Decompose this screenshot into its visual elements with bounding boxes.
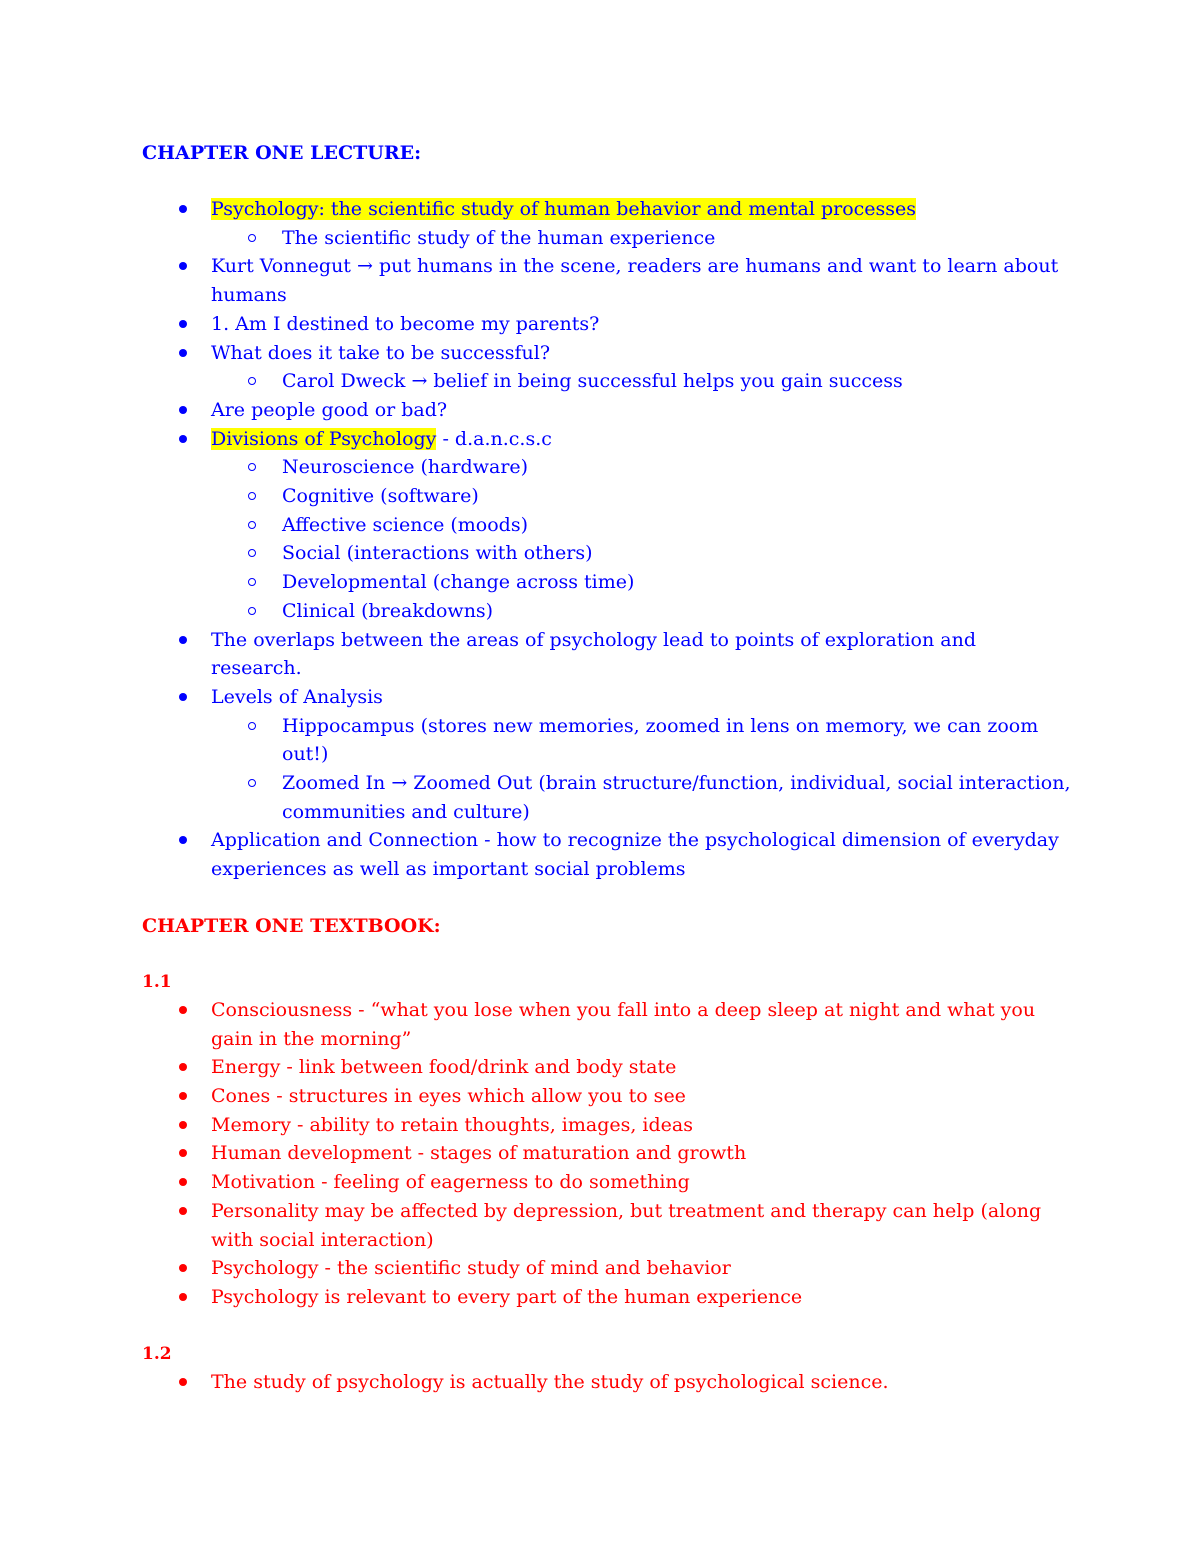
bullet-icon xyxy=(179,205,187,213)
sub-list-item xyxy=(211,539,1072,568)
sub-item-text: Affective science (moods) xyxy=(282,513,529,536)
circle-bullet-icon xyxy=(248,492,256,500)
document-content xyxy=(142,139,1072,1396)
item-text: The overlaps between the areas of psychology lead to points of exploration and research. xyxy=(211,628,976,680)
sub-list-item xyxy=(211,769,1072,826)
section-1-1-list xyxy=(142,996,1072,1312)
item-text: Psychology - the scientific study of mind and behavior xyxy=(211,1257,731,1280)
item-text: Human development - stages of maturation and growth xyxy=(211,1142,747,1165)
bullet-icon xyxy=(179,1178,187,1186)
item-text: 1. Am I destined to become my parents? xyxy=(211,312,600,335)
bullet-icon xyxy=(179,1293,187,1301)
sub-list-item xyxy=(211,367,1072,396)
bullet-icon xyxy=(179,435,187,443)
sub-item-text: Carol Dweck → belief in being successful helps you gain success xyxy=(282,370,903,393)
circle-bullet-icon xyxy=(248,463,256,471)
bullet-icon xyxy=(179,1063,187,1071)
lecture-list xyxy=(142,195,1072,884)
bullet-icon xyxy=(179,1121,187,1129)
bullet-icon xyxy=(179,1207,187,1215)
circle-bullet-icon xyxy=(248,722,256,730)
sub-item-text: Social (interactions with others) xyxy=(282,542,593,565)
item-text: - d.a.n.c.s.c xyxy=(436,427,552,450)
highlighted-text: Divisions of Psychology xyxy=(211,427,437,450)
bullet-icon xyxy=(179,636,187,644)
textbook-heading: CHAPTER ONE TEXTBOOK: xyxy=(142,914,441,937)
item-text: Motivation - feeling of eagerness to do something xyxy=(211,1171,690,1194)
bullet-icon xyxy=(179,693,187,701)
sub-list-item xyxy=(211,224,1072,253)
list-item xyxy=(142,252,1072,309)
sub-list-item xyxy=(211,568,1072,597)
sub-item-text: Cognitive (software) xyxy=(282,485,479,508)
item-text: Psychology is relevant to every part of the human experience xyxy=(211,1285,803,1308)
sub-list-item xyxy=(211,453,1072,482)
bullet-icon xyxy=(179,1092,187,1100)
item-text: Energy - link between food/drink and body state xyxy=(211,1056,677,1079)
bullet-icon xyxy=(179,262,187,270)
sub-list xyxy=(211,712,1072,827)
section-1-2-list xyxy=(142,1368,1072,1397)
item-text: What does it take to be successful? xyxy=(211,341,551,364)
sub-list-item xyxy=(211,511,1072,540)
list-item xyxy=(142,1254,1072,1283)
bullet-icon xyxy=(179,1264,187,1272)
highlighted-text: Psychology: the scientific study of human behavior and mental processes xyxy=(211,198,917,220)
list-item xyxy=(142,1111,1072,1140)
bullet-icon xyxy=(179,1378,187,1386)
circle-bullet-icon xyxy=(248,549,256,557)
sub-list-item xyxy=(211,482,1072,511)
circle-bullet-icon xyxy=(248,377,256,385)
item-text: Levels of Analysis xyxy=(211,685,383,708)
list-item xyxy=(142,1368,1072,1397)
sub-item-text: Clinical (breakdowns) xyxy=(282,599,494,622)
list-item xyxy=(142,996,1072,1053)
sub-list-item xyxy=(211,597,1072,626)
list-item xyxy=(142,1053,1072,1082)
bullet-icon xyxy=(179,1149,187,1157)
sub-item-text: Zoomed In → Zoomed Out (brain structure/function, individual, social interaction, communities and culture) xyxy=(282,772,1071,823)
item-text: Cones - structures in eyes which allow you to see xyxy=(211,1084,686,1107)
list-item xyxy=(142,1283,1072,1312)
bullet-icon xyxy=(179,349,187,357)
list-item xyxy=(142,1139,1072,1168)
bullet-icon xyxy=(179,406,187,414)
circle-bullet-icon xyxy=(248,779,256,787)
item-text: Kurt Vonnegut → put humans in the scene, readers are humans and want to learn about humans xyxy=(211,255,1059,307)
sub-list-item xyxy=(211,712,1072,769)
list-item xyxy=(142,826,1072,883)
item-text: Memory - ability to retain thoughts, images, ideas xyxy=(211,1113,693,1136)
circle-bullet-icon xyxy=(248,234,256,242)
list-item xyxy=(142,1168,1072,1197)
sub-item-text: Developmental (change across time) xyxy=(282,571,635,594)
item-text: Are people good or bad? xyxy=(211,398,448,421)
list-item xyxy=(142,683,1072,827)
bullet-icon xyxy=(179,320,187,328)
sub-list xyxy=(211,224,1072,253)
list-item xyxy=(142,396,1072,425)
circle-bullet-icon xyxy=(248,607,256,615)
circle-bullet-icon xyxy=(248,521,256,529)
item-text: Personality may be affected by depression, but treatment and therapy can help (along with social interaction) xyxy=(211,1199,1042,1251)
sub-list xyxy=(211,453,1072,625)
sub-item-text: Hippocampus (stores new memories, zoomed in lens on memory, we can zoom out!) xyxy=(282,714,1039,766)
list-item xyxy=(142,310,1072,339)
list-item xyxy=(142,626,1072,683)
list-item xyxy=(142,195,1072,252)
list-item xyxy=(142,425,1072,626)
item-text: Application and Connection - how to recognize the psychological dimension of everyday experiences as well as important social problems xyxy=(211,829,1059,881)
item-text: Consciousness - “what you lose when you fall into a deep sleep at night and what you gain in the morning” xyxy=(211,998,1036,1050)
bullet-icon xyxy=(179,1006,187,1014)
item-text: The study of psychology is actually the study of psychological science. xyxy=(211,1370,889,1393)
list-item xyxy=(142,1082,1072,1111)
section-label: 1.2 xyxy=(142,1343,172,1364)
section-label: 1.1 xyxy=(142,971,172,992)
bullet-icon xyxy=(179,836,187,844)
circle-bullet-icon xyxy=(248,578,256,586)
sub-item-text: The scientific study of the human experience xyxy=(282,226,716,249)
list-item xyxy=(142,339,1072,396)
sub-list xyxy=(211,367,1072,396)
lecture-heading: CHAPTER ONE LECTURE: xyxy=(142,142,422,164)
list-item xyxy=(142,1197,1072,1254)
sub-item-text: Neuroscience (hardware) xyxy=(282,456,529,479)
